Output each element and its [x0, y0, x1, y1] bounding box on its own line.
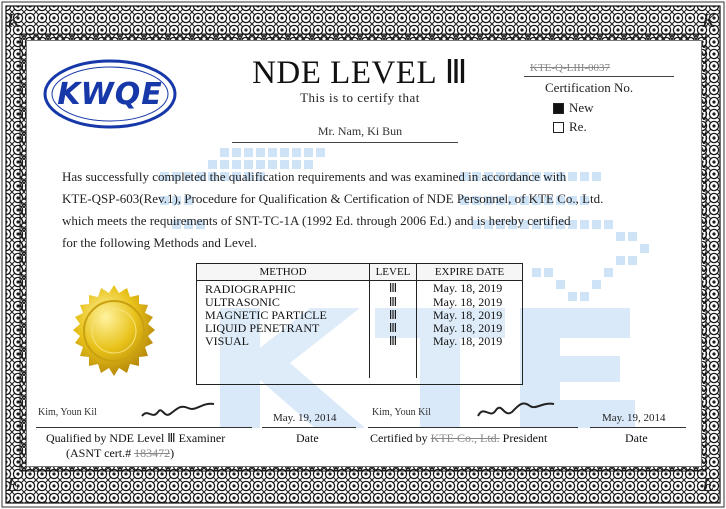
right-signature-line — [368, 427, 578, 428]
right-title-prefix: Certified by — [370, 431, 428, 445]
left-signature-scribble — [138, 398, 218, 424]
right-signer-title — [370, 431, 547, 446]
re-checkbox-unchecked — [553, 122, 564, 133]
level-cell: Ⅲ — [370, 296, 417, 309]
header-method: METHOD — [197, 264, 370, 281]
table-header-row — [197, 264, 522, 281]
gold-seal — [66, 283, 162, 379]
statement-line-2: KTE-QSP-603(Rev.1), Procedure for Qualification & Certification of NDE Personnel, of KTE Co., Ltd. — [62, 191, 604, 206]
level-cell: Ⅲ — [370, 281, 417, 297]
statement-line-4: for the following Methods and Level. — [62, 235, 257, 250]
recipient-underline — [232, 142, 458, 143]
right-date-line — [590, 427, 686, 428]
right-sign-date: May. 19, 2014 — [602, 412, 666, 424]
option-re-label: Re. — [569, 119, 587, 134]
asnt-certificate — [66, 446, 174, 461]
certification-statement — [62, 166, 692, 254]
asnt-number: 183472 — [134, 446, 171, 460]
certification-number-line — [524, 76, 674, 77]
expire-cell: May. 18, 2019 — [433, 308, 503, 322]
right-signer-name: Kim, Youn Kil — [372, 407, 431, 418]
option-re — [553, 119, 587, 135]
expire-cell: May. 18, 2019 — [433, 281, 503, 295]
corner-mark-top-left: K — [7, 10, 21, 32]
certification-number: KTE-Q-LIII-0037 — [530, 62, 611, 74]
asnt-suffix: ) — [170, 446, 175, 460]
right-date-label: Date — [625, 431, 648, 445]
statement-line-3: which meets the requirements of SNT-TC-1A (1992 Ed. through 2006 Ed.) and is hereby certified — [62, 213, 571, 228]
certificate-subtitle: This is to certify that — [300, 90, 420, 105]
certificate-title: NDE LEVEL Ⅲ — [252, 55, 468, 91]
option-new — [553, 100, 594, 116]
header-level: LEVEL — [370, 264, 417, 281]
level-cell: Ⅲ — [370, 335, 417, 348]
method-cell: LIQUID PENETRANT — [197, 322, 370, 335]
expire-cell: May. 18, 2019 — [433, 321, 503, 335]
new-checkbox-checked — [553, 103, 564, 114]
method-cell: VISUAL — [197, 335, 370, 348]
left-signer-name: Kim, Youn Kil — [38, 407, 97, 418]
corner-mark-bottom-right: E — [702, 474, 715, 496]
right-signature-scribble — [476, 396, 556, 424]
certification-number-label: Certification No. — [545, 80, 634, 95]
corner-mark-top-right: K — [702, 10, 716, 32]
right-title-suffix: President — [502, 431, 548, 445]
corner-mark-bottom-left: E — [7, 474, 20, 496]
table-row — [197, 335, 522, 348]
asnt-prefix: (ASNT cert.# — [66, 446, 132, 460]
level-cell: Ⅲ — [370, 309, 417, 322]
statement-line-1: Has successfully completed the qualification requirements and was examined in accordance with — [62, 169, 567, 184]
method-cell: ULTRASONIC — [197, 296, 370, 309]
recipient-name: Mr. Nam, Ki Bun — [317, 124, 403, 138]
right-company: KTE Co., Ltd. — [430, 431, 500, 445]
left-date-line — [262, 427, 356, 428]
logo-text: KWQE — [57, 76, 163, 112]
method-cell: MAGNETIC PARTICLE — [197, 309, 370, 322]
expire-cell: May. 18, 2019 — [433, 334, 503, 348]
header-expire-date: EXPIRE DATE — [417, 264, 523, 281]
left-signer-title: Qualified by NDE Level Ⅲ Examiner — [46, 431, 226, 445]
level-cell: Ⅲ — [370, 322, 417, 335]
left-sign-date: May. 19, 2014 — [273, 412, 337, 424]
method-cell: RADIOGRAPHIC — [197, 281, 370, 297]
table-row — [197, 281, 522, 297]
methods-table — [196, 263, 523, 385]
expire-cell: May. 18, 2019 — [433, 295, 503, 309]
left-date-label: Date — [296, 431, 319, 445]
option-new-label: New — [569, 100, 594, 115]
kwqe-logo — [42, 58, 178, 130]
left-signature-line — [36, 427, 252, 428]
